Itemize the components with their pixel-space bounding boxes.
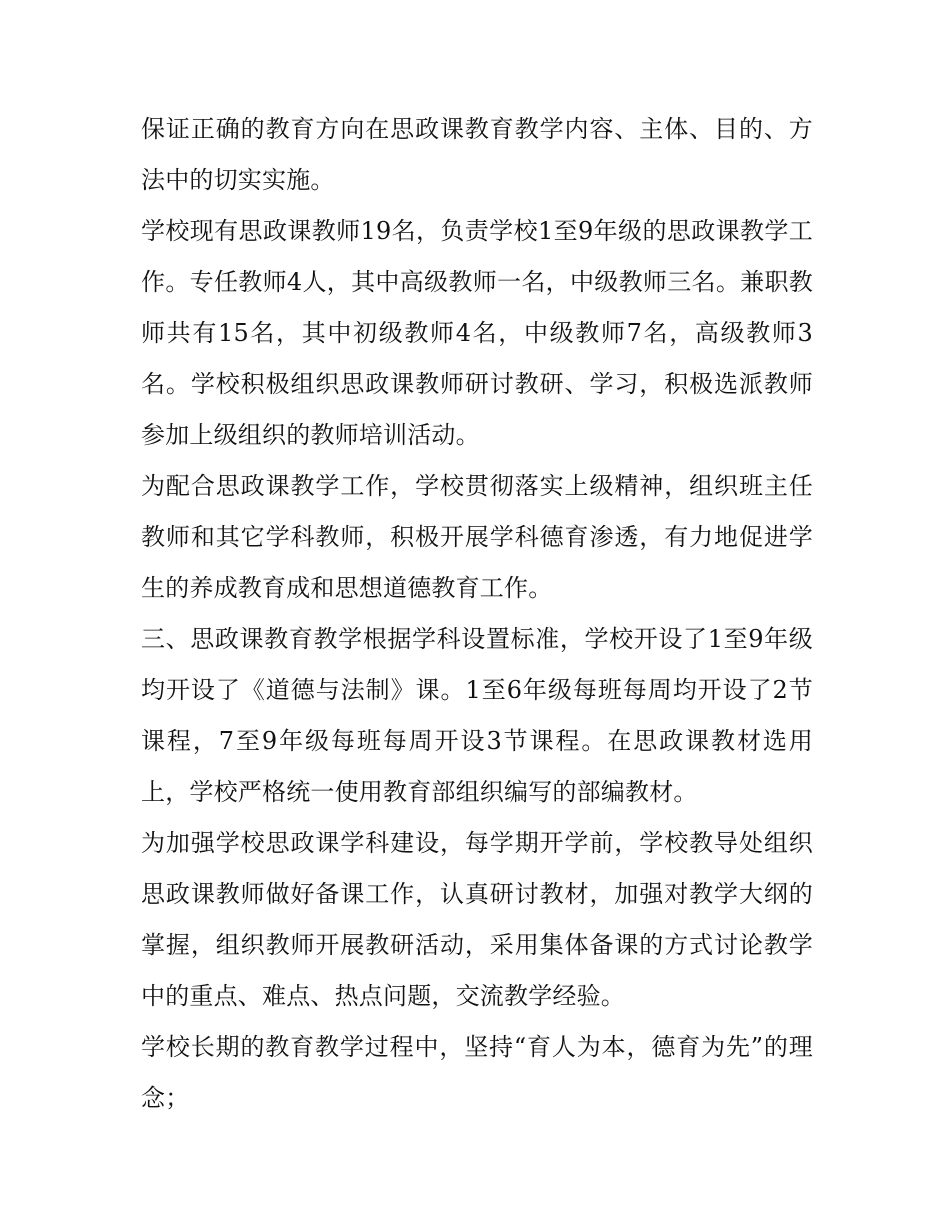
paragraph-4: 三、思政课教育教学根据学科设置标准，学校开设了1至9年级均开设了《道德与法制》课。1至6年级每班每周均开设了2节课程，7至9年级每班每周开设3节课程。在思政课教材选用上，学校严格统一使用教育部组织编写的部编教材。 [141, 625, 813, 806]
paragraph-5: 为加强学校思政课学科建设，每学期开学前，学校教导处组织思政课教师做好备课工作，认真研讨教材，加强对教学大纲的掌握，组织教师开展教研活动，采用集体备课的方式讨论教学中的重点、难点、热点问题，交流教学经验。 [141, 829, 813, 1010]
paragraph-3: 为配合思政课教学工作，学校贯彻落实上级精神，组织班主任教师和其它学科教师，积极开展学科德育渗透，有力地促进学生的养成教育成和思想道德教育工作。 [141, 472, 813, 602]
document-body [141, 104, 813, 1124]
paragraph-2: 学校现有思政课教师19名，负责学校1至9年级的思政课教学工作。专任教师4人，其中高级教师一名，中级教师三名。兼职教师共有15名，其中初级教师4名，中级教师7名，高级教师3名。学校积极组织思政课教师研讨教研、学习，积极选派教师参加上级组织的教师培训活动。 [141, 217, 813, 449]
paragraph-1: 保证正确的教育方向在思政课教育教学内容、主体、目的、方法中的切实实施。 [141, 115, 813, 194]
paragraph-6: 学校长期的教育教学过程中，坚持“育人为本，德育为先”的理念； [141, 1033, 813, 1112]
